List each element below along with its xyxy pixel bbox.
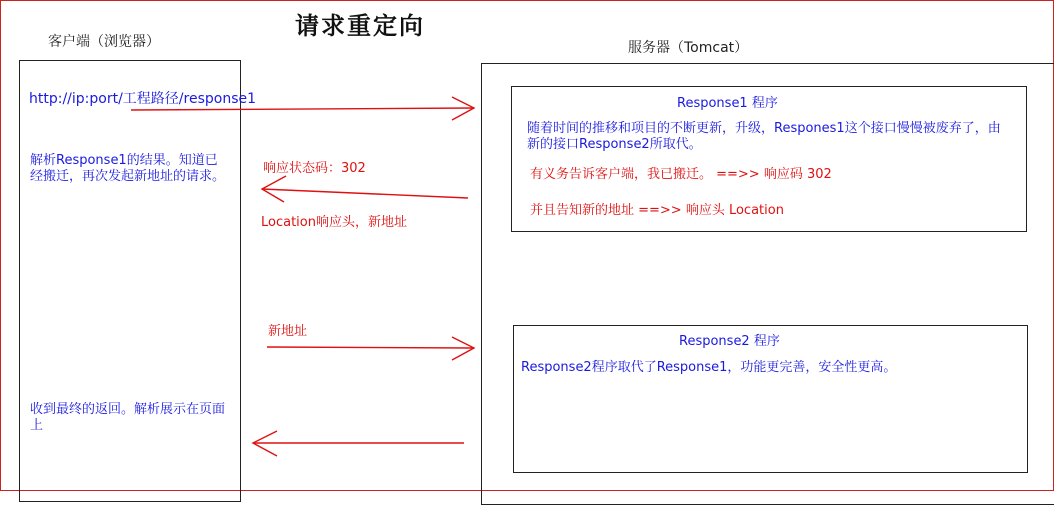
status-code-label: 响应状态码：302 [263, 161, 366, 176]
response1-location-note: 并且告知新的地址 ==>> 响应头 Location [530, 203, 784, 218]
response2-desc: Response2程序取代了Response1，功能更完善，安全性更高。 [521, 360, 897, 375]
request-arrow [131, 97, 474, 120]
client-final-text: 收到最终的返回。解析展示在页面上 [30, 402, 226, 433]
response1-desc: 随着时间的推移和项目的不断更新，升级，Respones1这个接口慢慢被废弃了，由新的接口Response2所取代。 [527, 121, 1001, 152]
diagram-title: 请求重定向 [295, 11, 425, 40]
new-request-arrow [267, 337, 474, 360]
response2-title: Response2 程序 [679, 334, 780, 349]
response1-title: Response1 程序 [677, 96, 778, 111]
redirect-response-arrow [262, 176, 468, 202]
client-request-url: http://ip:port/工程路径/response1 [29, 91, 257, 107]
server-label: 服务器（Tomcat） [628, 40, 749, 56]
new-address-label: 新地址 [268, 324, 308, 339]
final-response-arrow [253, 431, 464, 456]
client-parse-text: 解析Response1的结果。知道已经搬迁，再次发起新地址的请求。 [30, 153, 226, 184]
client-label: 客户端（浏览器） [48, 34, 160, 50]
location-header-label: Location响应头，新地址 [261, 215, 407, 230]
response1-status-note: 有义务告诉客户端，我已搬迁。 ==>> 响应码 302 [530, 167, 832, 182]
